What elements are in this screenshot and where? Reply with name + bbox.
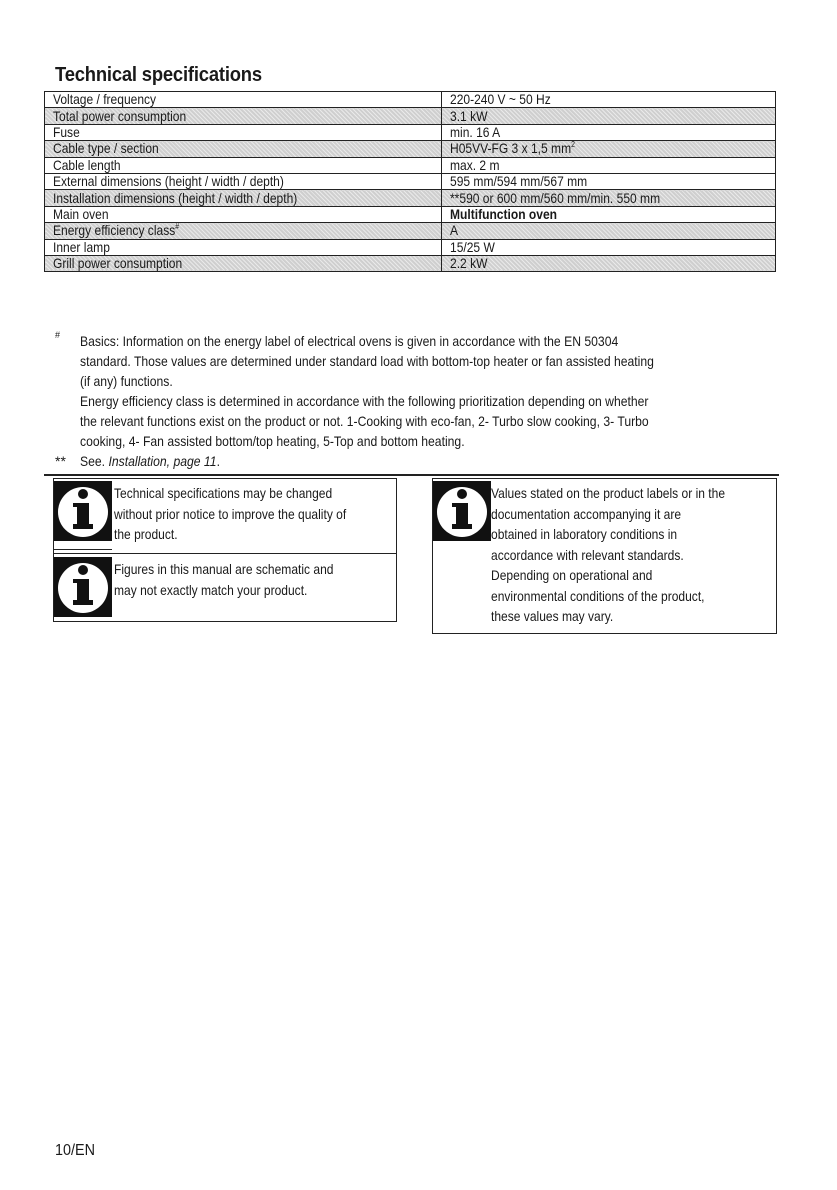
note-divider: [54, 553, 396, 554]
footnote-mark: **: [55, 453, 66, 469]
footnote-line: Energy efficiency class is determined in accordance with the following prioritization depending on whether: [80, 393, 649, 409]
spec-label: Main oven: [53, 206, 109, 222]
table-row: [45, 206, 776, 222]
page-number: 10/EN: [55, 1142, 96, 1159]
spec-value: 595 mm/594 mm/567 mm: [450, 173, 588, 190]
info-note-1: Technical specifications may be changed without prior notice to improve the quality of the product.: [114, 485, 347, 542]
info-box-left: [53, 478, 397, 622]
info-box-right: [432, 478, 777, 634]
spec-label: External dimensions (height / width / depth): [53, 173, 284, 190]
table-row: [45, 239, 776, 255]
table-row: [45, 190, 776, 206]
page-title: Technical specifications: [55, 64, 262, 86]
table-row: [45, 92, 776, 108]
info-icon: [54, 481, 112, 541]
table-row: [45, 141, 776, 157]
spec-value: min. 16 A: [450, 124, 501, 140]
spec-label: Cable type / section: [53, 140, 159, 157]
spec-value: Multifunction oven: [450, 206, 558, 222]
spec-label: Total power consumption: [53, 107, 187, 124]
table-row: [45, 255, 776, 271]
spec-label: Fuse: [53, 124, 80, 140]
footnote-line: cooking, 4- Fan assisted bottom/top heating, 5-Top and bottom heating.: [80, 433, 465, 449]
info-icon: [433, 481, 491, 541]
footnote-hash: [55, 331, 775, 351]
superscript: 2: [571, 140, 575, 150]
spec-value: 15/25 W: [450, 239, 495, 255]
spec-value: A: [450, 222, 459, 239]
info-icon: [54, 557, 112, 617]
spec-label: Grill power consumption: [53, 255, 183, 272]
section-divider: [44, 474, 779, 476]
info-note-2: Figures in this manual are schematic and may not exactly match your product.: [114, 561, 334, 598]
superscript: #: [175, 222, 180, 232]
table-row: [45, 157, 776, 173]
footnote-star: ** See. Installation, page 11.: [55, 453, 220, 469]
spec-value: 2.2 kW: [450, 255, 488, 272]
footnote-line: Basics: Information on the energy label of electrical ovens is given in accordance with the EN 50304: [80, 333, 619, 349]
footnote-line: (if any) functions.: [80, 373, 173, 389]
spec-label: Energy efficiency class: [53, 222, 176, 239]
table-row: [45, 173, 776, 189]
spec-label: Voltage / frequency: [53, 91, 157, 108]
info-note-3: Values stated on the product labels or in the documentation accompanying it are obtained in laboratory conditions in accordance with relevant standards. Depending on operational and environmental conditions of the product, these values may vary.: [491, 485, 726, 624]
footnote-mark: #: [55, 330, 61, 340]
footnote-see: See.: [80, 453, 106, 469]
specs-table: [44, 91, 776, 272]
spec-value: **590 or 600 mm/560 mm/min. 550 mm: [450, 189, 661, 206]
installation-reference: Installation, page 11: [108, 453, 217, 469]
table-row: [45, 108, 776, 124]
footnote-line: the relevant functions exist on the product or not. 1-Cooking with eco-fan, 2- Turbo slow cooking, 3- Turbo: [80, 413, 649, 429]
spec-value: 220-240 V ~ 50 Hz: [450, 91, 551, 108]
spec-value: H05VV-FG 3 x 1,5 mm: [450, 140, 572, 157]
table-row: [45, 223, 776, 239]
footnotes: [55, 331, 775, 471]
table-row: [45, 124, 776, 140]
spec-value: 3.1 kW: [450, 107, 488, 124]
spec-label: Inner lamp: [53, 239, 110, 255]
spec-label: Installation dimensions (height / width / depth): [53, 189, 298, 206]
spec-value: max. 2 m: [450, 157, 500, 173]
spec-label: Cable length: [53, 157, 121, 173]
footnote-line: standard. Those values are determined under standard load with bottom-top heater or fan assisted heating: [80, 353, 654, 369]
